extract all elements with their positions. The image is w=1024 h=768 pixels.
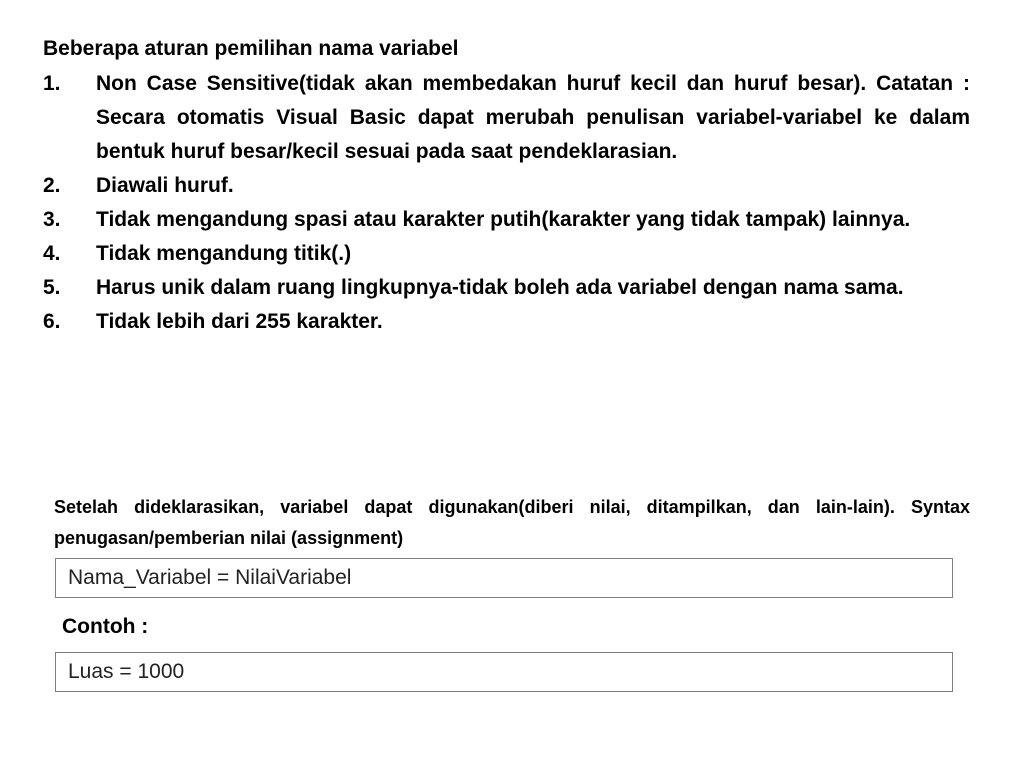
list-item-text: Diawali huruf. [96, 174, 234, 197]
section-heading: Beberapa aturan pemilihan nama variabel [43, 37, 459, 60]
list-item [43, 203, 970, 237]
list-item-number: 5. [43, 276, 61, 299]
example-label: Contoh : [62, 615, 149, 638]
list-item-text: Harus unik dalam ruang lingkupnya-tidak boleh ada variabel dengan nama sama. [96, 276, 904, 299]
list-item-text: Tidak mengandung titik(.) [96, 242, 352, 265]
list-item [43, 237, 970, 271]
syntax-code-box [55, 558, 953, 598]
list-item-text: Non Case Sensitive(tidak akan membedakan huruf kecil dan huruf besar). Catatan : Secara otomatis Visual Basic dapat merubah penulisan variabel-variabel ke dalam bentuk huruf besar/kecil sesuai pada saat pendeklarasian. [96, 72, 970, 163]
list-item-number: 1. [43, 72, 61, 95]
list-item-number: 4. [43, 242, 61, 265]
example-code-box [55, 652, 953, 692]
list-item-text: Tidak lebih dari 255 karakter. [96, 310, 383, 333]
rules-list [43, 67, 970, 339]
list-item [43, 305, 970, 339]
list-item-text: Tidak mengandung spasi atau karakter putih(karakter yang tidak tampak) lainnya. [96, 208, 911, 231]
list-item-number: 2. [43, 174, 61, 197]
list-item-number: 6. [43, 310, 61, 333]
list-item [43, 169, 970, 203]
list-item-number: 3. [43, 208, 61, 231]
example-code: Luas = 1000 [68, 660, 185, 683]
assignment-description: Setelah dideklarasikan, variabel dapat digunakan(diberi nilai, ditampilkan, dan lain-lain). Syntax penugasan/pemberian nilai (assignment) [54, 497, 970, 548]
list-item [43, 67, 970, 169]
list-item [43, 271, 970, 305]
syntax-code: Nama_Variabel = NilaiVariabel [68, 566, 352, 589]
